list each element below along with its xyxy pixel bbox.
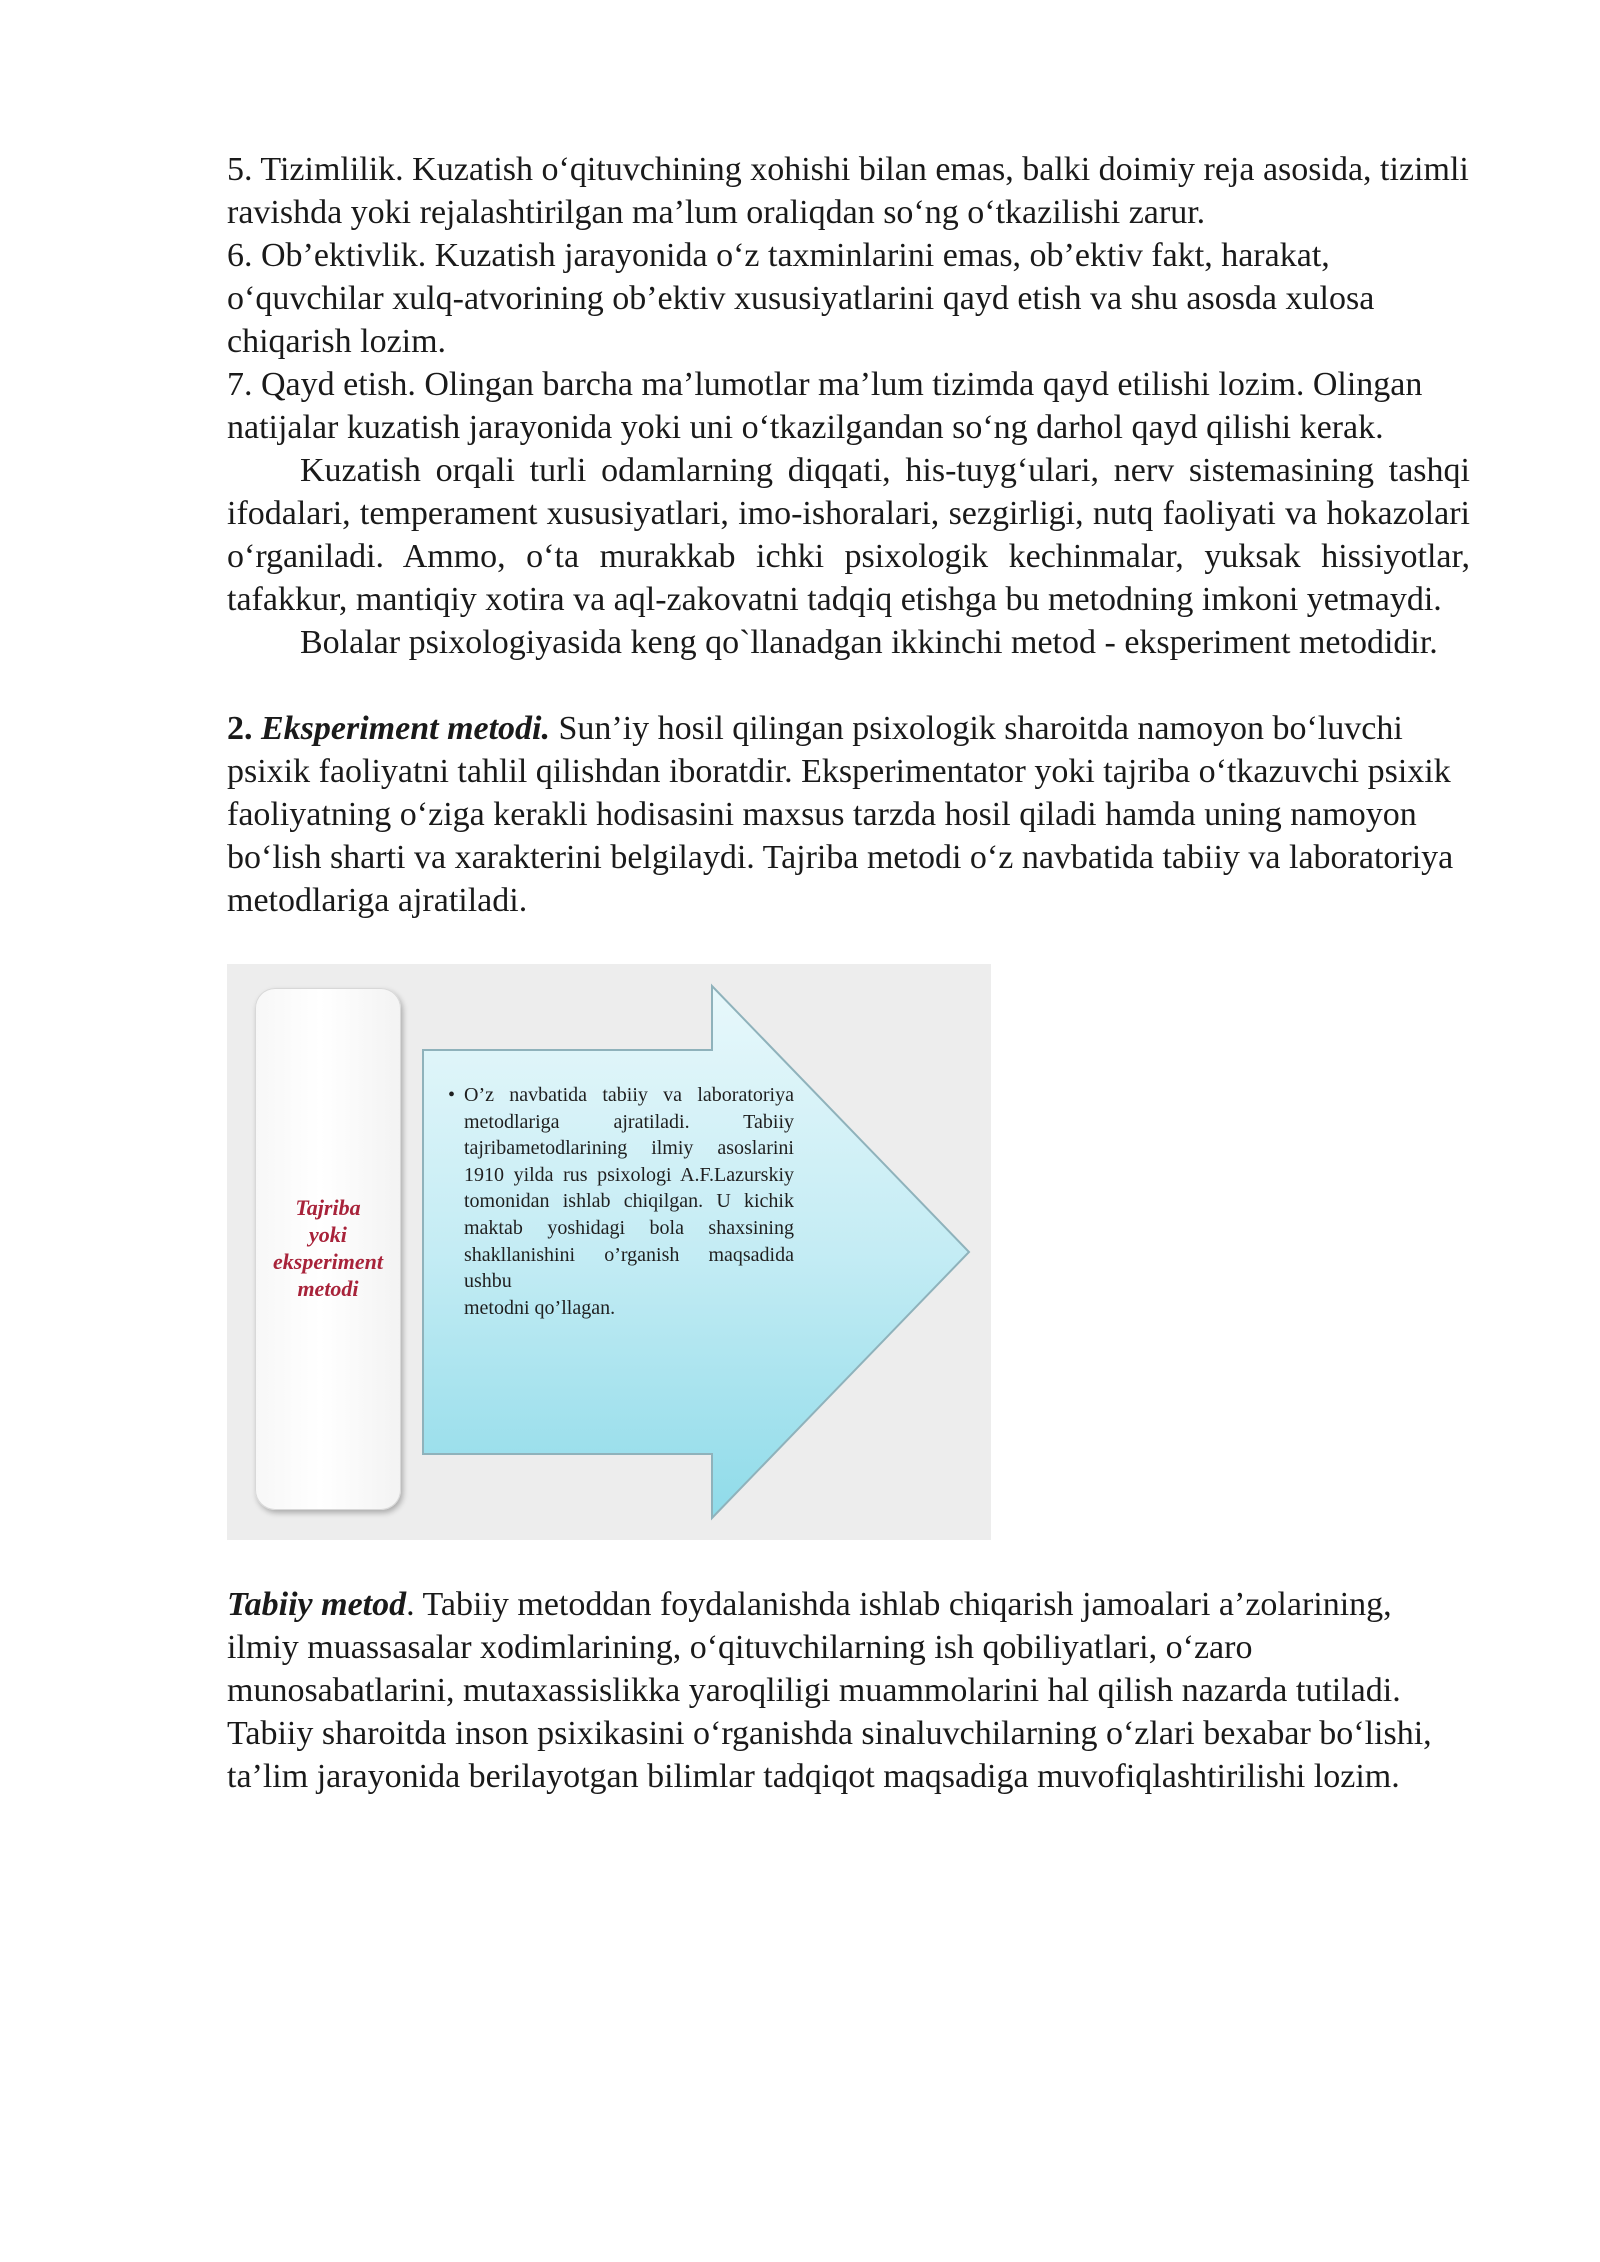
- paragraph-eksperiment-metodi: [227, 707, 1470, 922]
- method-label-card: [255, 988, 401, 1510]
- spacer: [227, 664, 1470, 707]
- paragraph-tizimlilik: 5. Tizimlilik. Kuzatish o‘qituvchining xohishi bilan emas, balki doimiy reja asosida, tizimli ravishda yoki rejalashtirilgan ma’lum oraliqdan so‘ng o‘tkazilishi zarur.: [227, 151, 1469, 231]
- paragraph-qayd-etish: 7. Qayd etish. Olingan barcha ma’lumotlar ma’lum tizimda qayd etilishi lozim. Olingan natijalar kuzatish jarayonida yoki uni o‘tkazilgandan so‘ng darhol qayd qilishi kerak.: [227, 366, 1423, 446]
- bullet-icon: •: [448, 1084, 456, 1106]
- section-heading: Eksperiment metodi.: [261, 710, 550, 747]
- section-number: 2.: [227, 710, 261, 747]
- paragraph-kuzatish-orqali: Kuzatish orqali turli odamlarning diqqati, his-tuyg‘ulari, nerv sistemasining tashqi ifodalari, temperament xususiyatlari, imo-ishoralari, sezgirligi, nutq faoliyati va hokazolari o‘rganiladi. Ammo, o‘ta murakkab ichki psixologik kechinmalar, yuksak hissiyotlar, tafakkur, mantiqiy xotira va aql-zakovatni tadqiq etishga bu metodning imkoni yetmaydi.: [227, 452, 1470, 618]
- paragraph-ikkinchi-metod: Bolalar psixologiyasida keng qo`llanadgan ikkinchi metod - eksperiment metodidir.: [300, 624, 1438, 661]
- tabiiy-heading: Tabiiy metod: [227, 1586, 407, 1623]
- spacer: [227, 1540, 1470, 1583]
- card-label: Tajriba yoki eksperiment metodi: [273, 1195, 383, 1301]
- section-text: Sun’iy hosil qilingan psixologik sharoitda namoyon bo‘luvchi psixik faoliyatni tahlil qilishdan iboratdir. Eksperimentator yoki tajriba o‘tkazuvchi psixik faoliyatning o‘ziga kerakli hodisasini maxsus tarzda hosil qiladi hamda uning namoyon bo‘lish sharti va xarakterini belgilaydi. Tajriba metodi o‘z navbatida tabiiy va laboratoriya metodlariga ajratiladi.: [227, 710, 1454, 919]
- document-page: [227, 148, 1470, 1798]
- paragraph-obektivlik: 6. Ob’ektivlik. Kuzatish jarayonida o‘z taxminlarini emas, ob’ektiv fakt, harakat, o‘quvchilar xulq-atvorining ob’ektiv xususiyatlarini qayd etish va shu asosda xulosa chiqarish lozim.: [227, 237, 1375, 360]
- paragraph-tabiiy-metod: [227, 1583, 1470, 1798]
- experiment-method-figure: [227, 964, 991, 1540]
- tabiiy-text: . Tabiiy metoddan foydalanishda ishlab chiqarish jamoalari a’zolarining, ilmiy muassasalar xodimlarining, o‘qituvchilarning ish qobiliyatlari, o‘zaro munosabatlarini, mutaxassislikka yaroqliligi muammolarini hal qilish nazarda tutiladi. Tabiiy sharoitda inson psixikasini o‘rganishda sinaluvchilarning o‘zlari bexabar bo‘lishi, ta’lim jarayonida berilayotgan bilimlar tadqiqot maqsadiga muvofiqlashtirilishi lozim.: [227, 1586, 1432, 1795]
- arrow-description: • O’z navbatida tabiiy va laboratoriya metodlariga ajratiladi. Tabiiy tajribametodlarining ilmiy asoslarini 1910 yilda rus psixologi A.F.Lazurskiy tomonidan ishlab chiqilgan. U kichik maktab yoshidagi bola shaxsining shakllanishini o’rganish maqsadida ushbu metodni qo’llagan.: [448, 1084, 794, 1319]
